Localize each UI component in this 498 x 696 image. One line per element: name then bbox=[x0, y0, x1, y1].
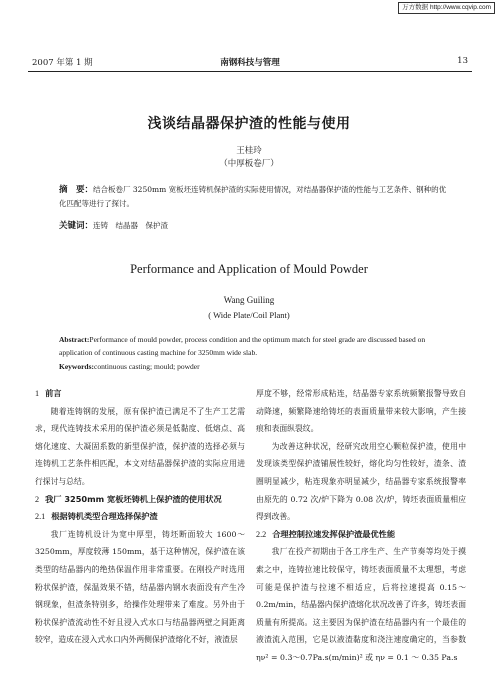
issue-label: 2007 年第 1 期 bbox=[32, 58, 93, 68]
english-keywords-label: Keywords: bbox=[59, 362, 94, 371]
body-column-right bbox=[256, 385, 466, 667]
abstract-cn-label: 摘 要： bbox=[59, 185, 94, 195]
section-heading bbox=[256, 526, 466, 544]
body-paragraph: 随着连铸钢的发展，原有保护渣已满足不了生产工艺需求，现代连铸技术采用的保护渣必须是低黏度、低熔点、高熔化速度、大凝固系数的新型保护渣，保护渣的选择必须与连铸机工艺条件相匹配，本文对结晶器保护渣的实际应用进行探讨与总结。 bbox=[35, 406, 245, 486]
section-title: 合理控制拉速发挥保护渣最优性能 bbox=[272, 528, 396, 539]
body-paragraph: 为改善这种状况，经研究改用空心颗粒保护渣，使用中发现该类型保护渣铺展性较好，熔化均匀性较好，渣条、渣圈明显减少，粘连现象亦明显减少，结晶器专家系统报警率由原先的 0.72 次/炉下降为 0.08 次/炉，铸坯表面质量相应得到改善。 bbox=[256, 441, 466, 522]
body-column-left bbox=[35, 385, 245, 649]
page-number: 13 bbox=[457, 56, 468, 66]
body-paragraph: 我厂连铸机设计为宽中厚型，铸坯断面较大 1600～3250mm，厚度较薄 150mm，基于这种情况，保护渣在该类型的结晶器内的绝热保温作用非常重要。在刚投产时选用粉状保护渣，保温效果不错，结晶器内钢水表面没有产生冷钢现象，但渣条特别多，给操作处理带来了难度。另外由于粉状保护渣流动性不好且浸入式水口与结晶器两壁之间距离较窄，造成在浸入式水口内外两侧保护渣熔化不好，液渣层 bbox=[35, 529, 245, 645]
keywords-cn-text: 连铸 结晶器 保护渣 bbox=[93, 221, 169, 230]
paper-title: 浅谈结晶器保护渣的性能与使用 bbox=[147, 116, 351, 132]
section-heading bbox=[35, 385, 245, 403]
section-title: 前言 bbox=[45, 388, 62, 398]
english-author: Wang Guiling bbox=[223, 295, 275, 305]
keywords-cn bbox=[59, 219, 449, 231]
section-heading bbox=[35, 491, 245, 509]
author-name: 王桂玲 bbox=[236, 146, 262, 156]
english-organization: ( Wide Plate/Coil Plant) bbox=[208, 310, 290, 320]
section-title: 我厂 3250mm 宽板坯铸机上保护渣的使用状况 bbox=[45, 493, 222, 504]
body-paragraph: 厚度不够，经常形成粘连，结晶器专家系统频繁报警导致自动降速，频繁降速给铸坯的表面质量带来较大影响，产生接痕和表面纵裂纹。 bbox=[256, 389, 466, 434]
section-number: 1 bbox=[35, 389, 40, 398]
english-abstract-text: Performance of mould powder, process condition and the optimum match for steel grade are discussed based on application of continuous casting machine for 3250mm wide slab. bbox=[59, 335, 426, 357]
english-abstract-label: Abstract: bbox=[59, 335, 90, 344]
section-number: 2.2 bbox=[256, 529, 267, 539]
section-title: 根据铸机类型合理选择保护渣 bbox=[51, 511, 158, 522]
running-header bbox=[28, 56, 472, 70]
journal-name: 南钢科技与管理 bbox=[220, 57, 280, 67]
abstract-cn bbox=[59, 183, 449, 211]
header-rule bbox=[28, 71, 472, 72]
body-paragraph: 我厂在投产初期由于各工序生产、生产节奏等均处于摸索之中，连铸拉速比较保守，铸坯表面质量不太理想，考虑可能是保护渣与拉速不相适应，后将拉速提高 0.15～0.2m/min，结晶器内保护渣熔化状况改善了许多，铸坯表面质量有所提高。这主要因为保护渣在结晶器内有一个最佳的液渣流入范围，它是以液渣黏度和浇注速度确定的，当参数 ην² = 0.3～0.7Pa.s(m/min)² 或 ην = 0.1 ～ 0.35 Pa.s bbox=[256, 547, 466, 662]
english-abstract bbox=[59, 333, 451, 359]
author-organization: （中厚板卷厂） bbox=[219, 159, 279, 169]
watermark-stamp: 万方数据 http://www.cqvip.com bbox=[398, 2, 495, 14]
english-keywords-text: continuous casting; mould; powder bbox=[94, 362, 200, 371]
abstract-cn-text: 结合板卷厂 3250mm 宽板坯连铸机保护渣的实际使用情况，对结晶器保护渣的性能与工艺条件、钢种的优化匹配等进行了探讨。 bbox=[59, 185, 447, 208]
keywords-cn-label: 关键词： bbox=[59, 221, 94, 231]
section-number: 2 bbox=[35, 494, 40, 504]
english-keywords bbox=[59, 362, 451, 371]
section-heading bbox=[35, 508, 245, 526]
section-number: 2.1 bbox=[35, 512, 46, 522]
english-title: Performance and Application of Mould Powder bbox=[130, 262, 368, 276]
